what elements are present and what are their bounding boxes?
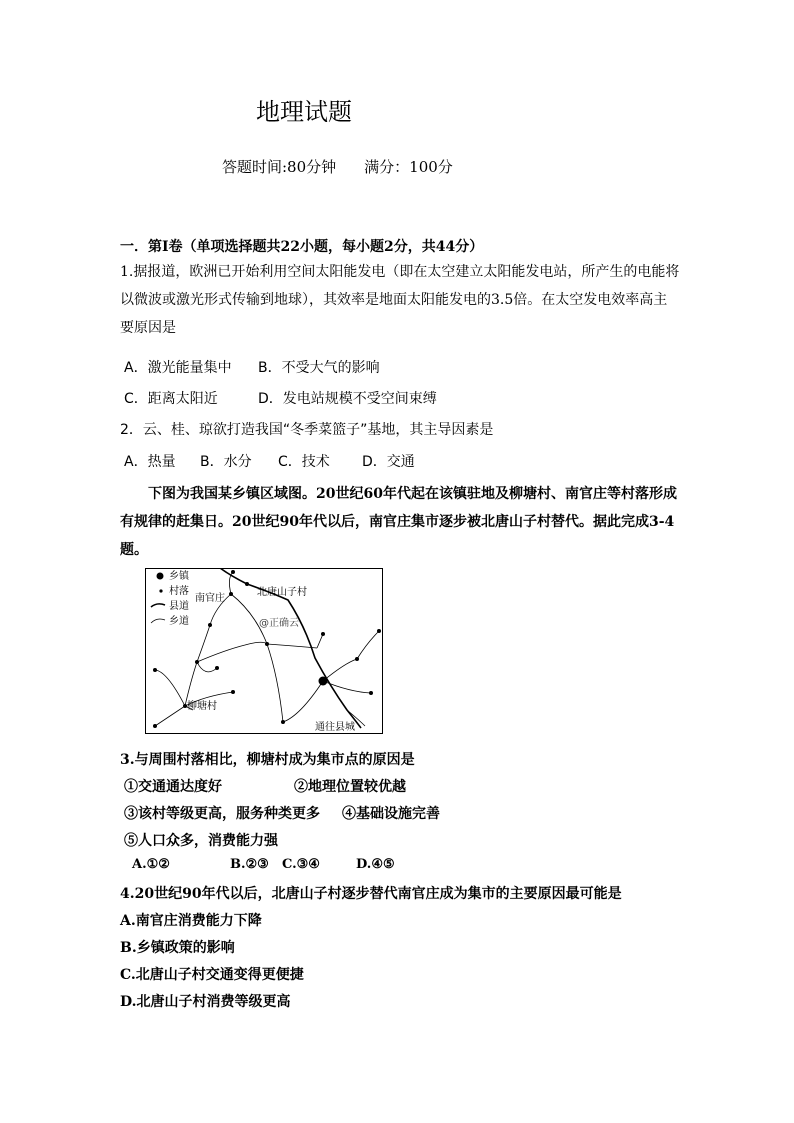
- village-east: [355, 657, 359, 661]
- q1-option-c: C．距离太阳近: [124, 391, 218, 407]
- village-center: [265, 642, 269, 646]
- village-center-west: [215, 666, 219, 670]
- village-north: [231, 570, 235, 574]
- exam-score: 满分：100分: [364, 158, 453, 176]
- village-west2: [195, 660, 199, 664]
- q3-option-a: A.①②: [132, 857, 170, 872]
- village-west: [208, 623, 212, 627]
- q2-option-d: D．交通: [362, 454, 415, 470]
- village-nanguan: [229, 592, 233, 596]
- q4-option-c: C.北唐山子村交通变得更便捷: [120, 967, 304, 983]
- label-nanguan: 南官庄: [195, 593, 225, 604]
- q1-options-row2: [124, 388, 437, 408]
- exam-time: 答题时间:80分钟: [222, 158, 337, 176]
- q3-statement-5: ⑤人口众多，消费能力强: [124, 833, 278, 849]
- label-beitang: 北唐山子村: [257, 587, 307, 598]
- q3-statements-row2: [124, 803, 440, 823]
- label-liutang: 柳塘村: [187, 701, 217, 712]
- q4-option-d: D.北唐山子村消费等级更高: [120, 994, 291, 1010]
- q3-statements-row1: [124, 776, 406, 796]
- question-2-stem: 2．云、桂、琼欲打造我国“冬季菜篮子”基地，其主导因素是: [120, 422, 494, 438]
- question-3-stem: 3.与周围村落相比，柳塘村成为集市点的原因是: [120, 752, 415, 768]
- q3-statement-4: ④基础设施完善: [342, 806, 440, 822]
- q3-statement-2: ②地理位置较优越: [294, 779, 406, 795]
- legend-township-icon: [157, 573, 164, 580]
- village-south: [231, 690, 235, 694]
- label-to-county: 通往县城: [315, 722, 355, 733]
- legend-village: 村落: [169, 586, 189, 597]
- question-1-stem: 1.据报道，欧洲已开始利用空间太阳能发电（即在太空建立太阳能发电站，所产生的电能将以微波或激光形式传输到地球），其效率是地面太阳能发电的3.5倍。在太空发电效率高主要原因是: [120, 264, 680, 336]
- label-watermark: @正确云: [259, 618, 299, 629]
- legend-village-icon: [159, 589, 162, 592]
- township-seat: [319, 677, 328, 686]
- q4-option-b: B.乡镇政策的影响: [120, 940, 235, 956]
- map-intro: 下图为我国某乡镇区域图。20世纪60年代起在该镇驻地及柳塘村、南官庄等村落形成有规律的赶集日。20世纪90年代以后，南官庄集市逐步被北唐山子村替代。据此完成3-4题。: [120, 486, 677, 558]
- q1-option-b: B．不受大气的影响: [258, 360, 380, 376]
- legend-county-road: 县道: [169, 601, 189, 612]
- village-beitang: [245, 582, 249, 586]
- township-map: [145, 568, 383, 734]
- page-title: 地理试题: [256, 98, 352, 126]
- q4-option-a: A.南官庄消费能力下降: [120, 913, 262, 929]
- q3-options: [132, 857, 395, 872]
- village-far-east: [377, 629, 381, 633]
- q3-option-b: B.②③: [230, 857, 269, 872]
- q3-statement-3: ③该村等级更高，服务种类更多: [124, 806, 320, 822]
- q2-option-b: B．水分: [200, 454, 252, 470]
- village-far-west: [153, 668, 157, 672]
- q1-option-d: D．发电站规模不受空间束缚: [258, 391, 437, 407]
- question-4-stem: 4.20世纪90年代以后，北唐山子村逐步替代南官庄成为集市的主要原因最可能是: [120, 886, 622, 902]
- q1-options-row1: [124, 357, 380, 377]
- village-south-center: [281, 720, 285, 724]
- exam-info: [222, 156, 453, 177]
- q2-option-c: C．技术: [278, 454, 330, 470]
- q2-options: [124, 451, 415, 471]
- village-southwest: [153, 724, 157, 728]
- q3-option-c: C.③④: [282, 857, 320, 872]
- q3-statement-1: ①交通通达度好: [124, 779, 222, 795]
- q3-option-d: D.④⑤: [356, 857, 395, 872]
- q1-option-a: A．激光能量集中: [124, 360, 232, 376]
- q2-option-a: A．热量: [124, 454, 176, 470]
- section-heading: 一．第Ⅰ卷（单项选择题共22小题，每小题2分，共44分）: [120, 239, 484, 255]
- village-northeast: [321, 632, 325, 636]
- legend-rural-road: 乡道: [169, 616, 189, 627]
- legend-township: 乡镇: [169, 571, 189, 582]
- village-southeast: [369, 691, 373, 695]
